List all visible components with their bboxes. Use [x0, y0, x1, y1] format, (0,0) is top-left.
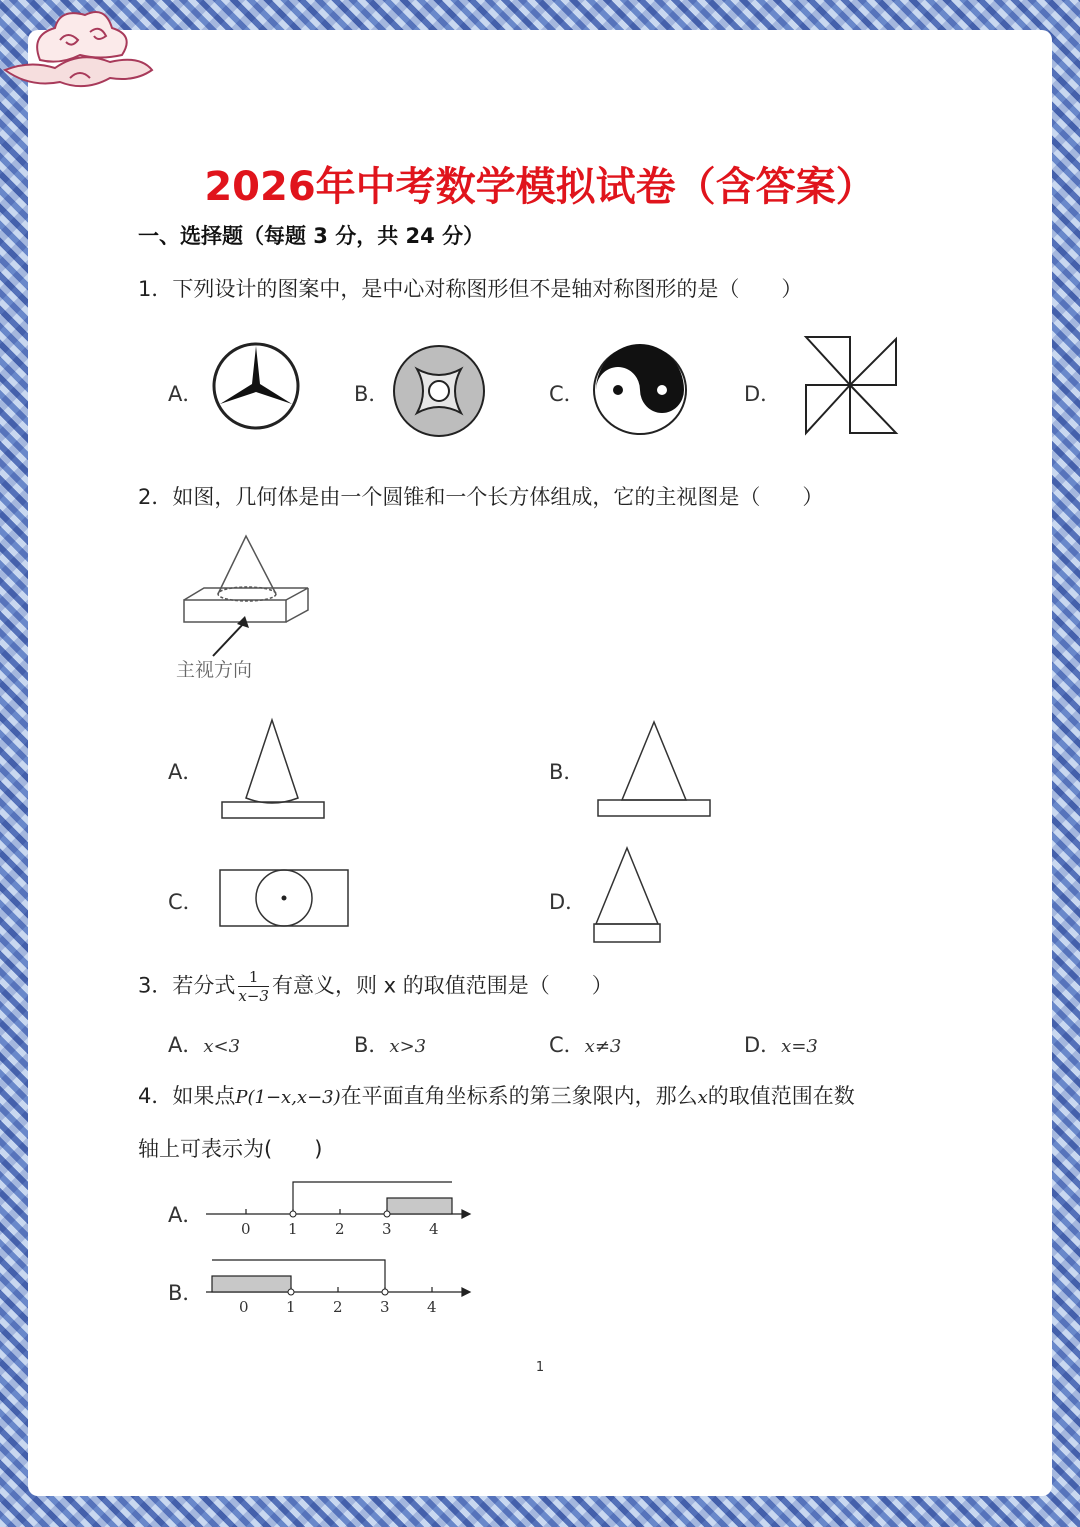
q3-option-a-expr: x<3 — [203, 1036, 241, 1057]
q4-point-expr: P(1−x,x−3) — [235, 1087, 341, 1108]
q3-option-c — [549, 1029, 621, 1059]
q1-figure-a-star-icon — [210, 340, 302, 432]
q2-option-d-label: D． — [549, 890, 587, 914]
q4-prefix: 4．如果点 — [138, 1084, 236, 1108]
q3-option-c-label: C． — [549, 1033, 585, 1057]
question-3-text — [138, 968, 613, 1005]
q1-figure-d-pinwheel-icon — [804, 335, 900, 435]
q3-option-c-expr: x≠3 — [584, 1036, 622, 1057]
q4b-tick-0: 0 — [239, 1298, 249, 1316]
q3-option-d-expr: x=3 — [781, 1036, 818, 1057]
q4-number-line-b — [200, 1254, 480, 1314]
q1-option-b-label: B． — [354, 382, 390, 406]
view-direction-label: 主视方向 — [176, 659, 253, 681]
q2-figure-b — [596, 720, 712, 820]
q3-option-d-label: D． — [744, 1033, 782, 1057]
q2-figure-a — [220, 718, 326, 822]
q3-option-b-label: B． — [354, 1033, 390, 1057]
cloud-ornament-icon — [0, 0, 160, 105]
q2-option-b-label: B． — [549, 760, 585, 784]
question-1-text: 1．下列设计的图案中，是中心对称图形但不是轴对称图形的是（ ） — [138, 277, 803, 301]
q3-suffix: 有意义，则 x 的取值范围是（ ） — [271, 973, 613, 998]
q3-option-b-expr: x>3 — [389, 1036, 427, 1057]
question-2-text: 2．如图，几何体是由一个圆锥和一个长方体组成，它的主视图是（ ） — [138, 485, 824, 509]
q4-option-b-label: B． — [168, 1281, 204, 1305]
q4-suffix: 的取值范围在数 — [707, 1084, 855, 1108]
q3-option-b — [354, 1029, 426, 1059]
q3-option-a — [168, 1029, 240, 1059]
section-heading: 一、选择题（每题 3 分，共 24 分） — [138, 224, 485, 248]
q1-option-a-label: A． — [168, 382, 204, 406]
q3-prefix: 3．若分式 — [138, 973, 236, 998]
page-title: 2026年中考数学模拟试卷（含答案） — [204, 164, 876, 210]
q3-frac-denominator: x−3 — [238, 987, 269, 1005]
q3-option-a-label: A． — [168, 1033, 204, 1057]
q2-option-c-label: C． — [168, 890, 204, 914]
q4b-tick-3: 3 — [380, 1298, 390, 1316]
question-4-line-1 — [138, 1080, 855, 1110]
q4b-tick-4: 4 — [427, 1298, 437, 1316]
q4a-tick-1: 1 — [288, 1220, 298, 1238]
q4-var: x — [697, 1087, 708, 1108]
q3-option-d — [744, 1029, 818, 1059]
q3-fraction — [238, 968, 269, 1005]
q4a-tick-4: 4 — [429, 1220, 439, 1238]
q4b-tick-2: 2 — [333, 1298, 343, 1316]
q2-figure-c — [218, 868, 350, 930]
q1-figure-c-yinyang-icon — [592, 344, 688, 436]
q2-figure-d — [592, 846, 662, 946]
q2-option-a-label: A． — [168, 760, 204, 784]
q4a-tick-0: 0 — [241, 1220, 251, 1238]
q1-figure-b-coin-icon — [392, 344, 486, 438]
q4a-tick-3: 3 — [382, 1220, 392, 1238]
q4-option-a-label: A． — [168, 1203, 204, 1227]
q4b-tick-1: 1 — [286, 1298, 296, 1316]
page-number: 1 — [535, 1360, 545, 1375]
q4-middle: 在平面直角坐标系的第三象限内，那么 — [340, 1084, 698, 1108]
q1-option-d-label: D． — [744, 382, 782, 406]
question-4-line-2: 轴上可表示为( ) — [138, 1137, 323, 1161]
q4-number-line-a — [200, 1176, 480, 1236]
q1-option-c-label: C． — [549, 382, 585, 406]
q4a-tick-2: 2 — [335, 1220, 345, 1238]
q3-frac-numerator: 1 — [238, 968, 269, 987]
